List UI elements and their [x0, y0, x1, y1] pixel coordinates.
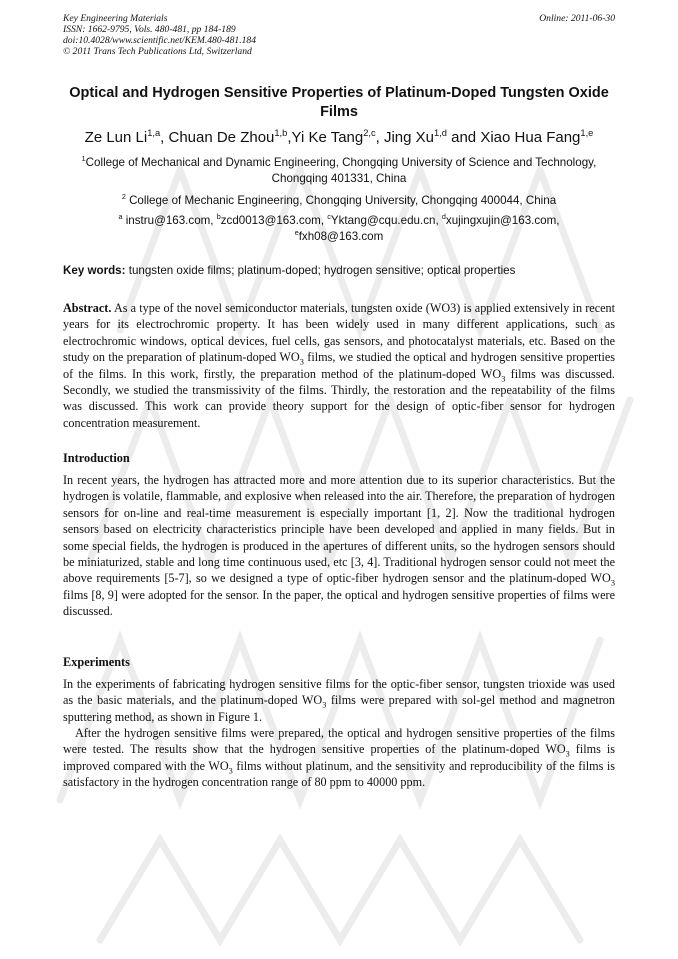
author: Xiao Hua Fang$^{1,e}$: [480, 128, 594, 146]
author: Chuan De Zhou$^{1,b}$,: [168, 128, 292, 146]
journal-name: Key Engineering Materials: [63, 13, 168, 24]
paper-title: Optical and Hydrogen Sensitive Properties of Platinum-Doped Tungsten Oxide Films: [69, 85, 609, 120]
author: Ze Lun Li$^{1,a}$,: [84, 128, 169, 146]
experiments-paragraph-2: After the hydrogen sensitive films were prepared, the optical and hydrogen sensitive properties of the films were tested. The results show that the hydrogen sensitive properties of the platinum-doped $WO_3$ films is improved compared with the $WO_3$ films without platinum, and the sensitivity and reproducibility of the films is satisfactory in the hydrogen concentration range of 80 ppm to 40000 ppm.: [63, 726, 615, 790]
author: Yi Ke Tang$^{2,c}$,: [291, 128, 384, 146]
experiments-heading: Experiments: [63, 655, 130, 669]
abstract-label: Abstract.: [63, 301, 112, 315]
abstract-paragraph: Abstract. As a type of the novel semiconductor materials, tungsten oxide (WO3) is applied extensively in recent years for its electrochromic property. It has been widely used in many different applications, such as electrochromic windows, optical devices, fuel cells, gas sensors, and photocatalyst materials, etc. Based on the study on the preparation of platinum-doped $WO_3$ films, we studied the optical and hydrogen sensitive properties of the films. In this work, firstly, the preparation method of the platinum-doped $WO_3$ films was discussed. Secondly, we studied the transmissivity of the films. Thirdly, the restoration and the repeatability of the films was discussed. This work can provide theory support for the design of optic-fiber sensor for hydrogen concentration measurement.: [63, 301, 616, 430]
copyright-line: © 2011 Trans Tech Publications Ltd, Switzerland: [63, 46, 252, 57]
author: Jing Xu$^{1,d}$ and: [383, 128, 481, 146]
introduction-paragraph: In recent years, the hydrogen has attracted more and more attention due to its superior characteristics. But the hydrogen is volatile, flammable, and explosive when released into the air. Therefore, the preparation of hydrogen sensors for on-line and real-time measurement is especially important [1, 2]. Now the traditional hydrogen sensors based on electricity characteristics principle have been developed and applied in many fields. But in some special fields, the hydrogen is produced in the apertures of different units, so the hydrogen sensors should be miniaturized, stable and long time continuous used, etc [3, 4]. Traditional hydrogen sensor could not meet the above requirements [5-7], so we designed a type of optic-fiber hydrogen sensor and the platinum-doped $WO_3$ films [8, 9] were adopted for the sensor. In the paper, the optical and hydrogen sensitive properties of films were discussed.: [63, 473, 615, 619]
online-date: Online: 2011-06-30: [539, 13, 615, 24]
affiliation-2: $^2$ College of Mechanic Engineering, Chongqing University, Chongqing 400044, China: [121, 192, 557, 207]
author-list: [63, 128, 615, 147]
experiments-paragraph-1: In the experiments of fabricating hydrogen sensitive films for the optic-fiber sensor, tungsten trioxide was used as the basic materials, and the platinum-doped $WO_3$ films were prepared with sol-gel method and magnetron sputtering method, as shown in Figure 1.: [63, 677, 615, 724]
keywords: Key words: tungsten oxide films; platinum-doped; hydrogen sensitive; optical properties: [63, 264, 516, 277]
affiliation-1: $^1$College of Mechanical and Dynamic Engineering, Chongqing University of Science and Technology, Chongqing 401331, China: [81, 154, 597, 185]
email-list: $^a$ instru@163.com, $^b$zcd0013@163.com, $^c$Yktang@cqu.edu.cn, $^d$xujingxujin@163.com, $^e$fxh08@163.com: [118, 212, 560, 243]
introduction-heading: Introduction: [63, 451, 130, 465]
doi-line: doi:10.4028/www.scientific.net/KEM.480-481.184: [63, 35, 257, 46]
journal-header: [63, 13, 615, 57]
issn-line: ISSN: 1662-9795, Vols. 480-481, pp 184-189: [63, 24, 236, 35]
